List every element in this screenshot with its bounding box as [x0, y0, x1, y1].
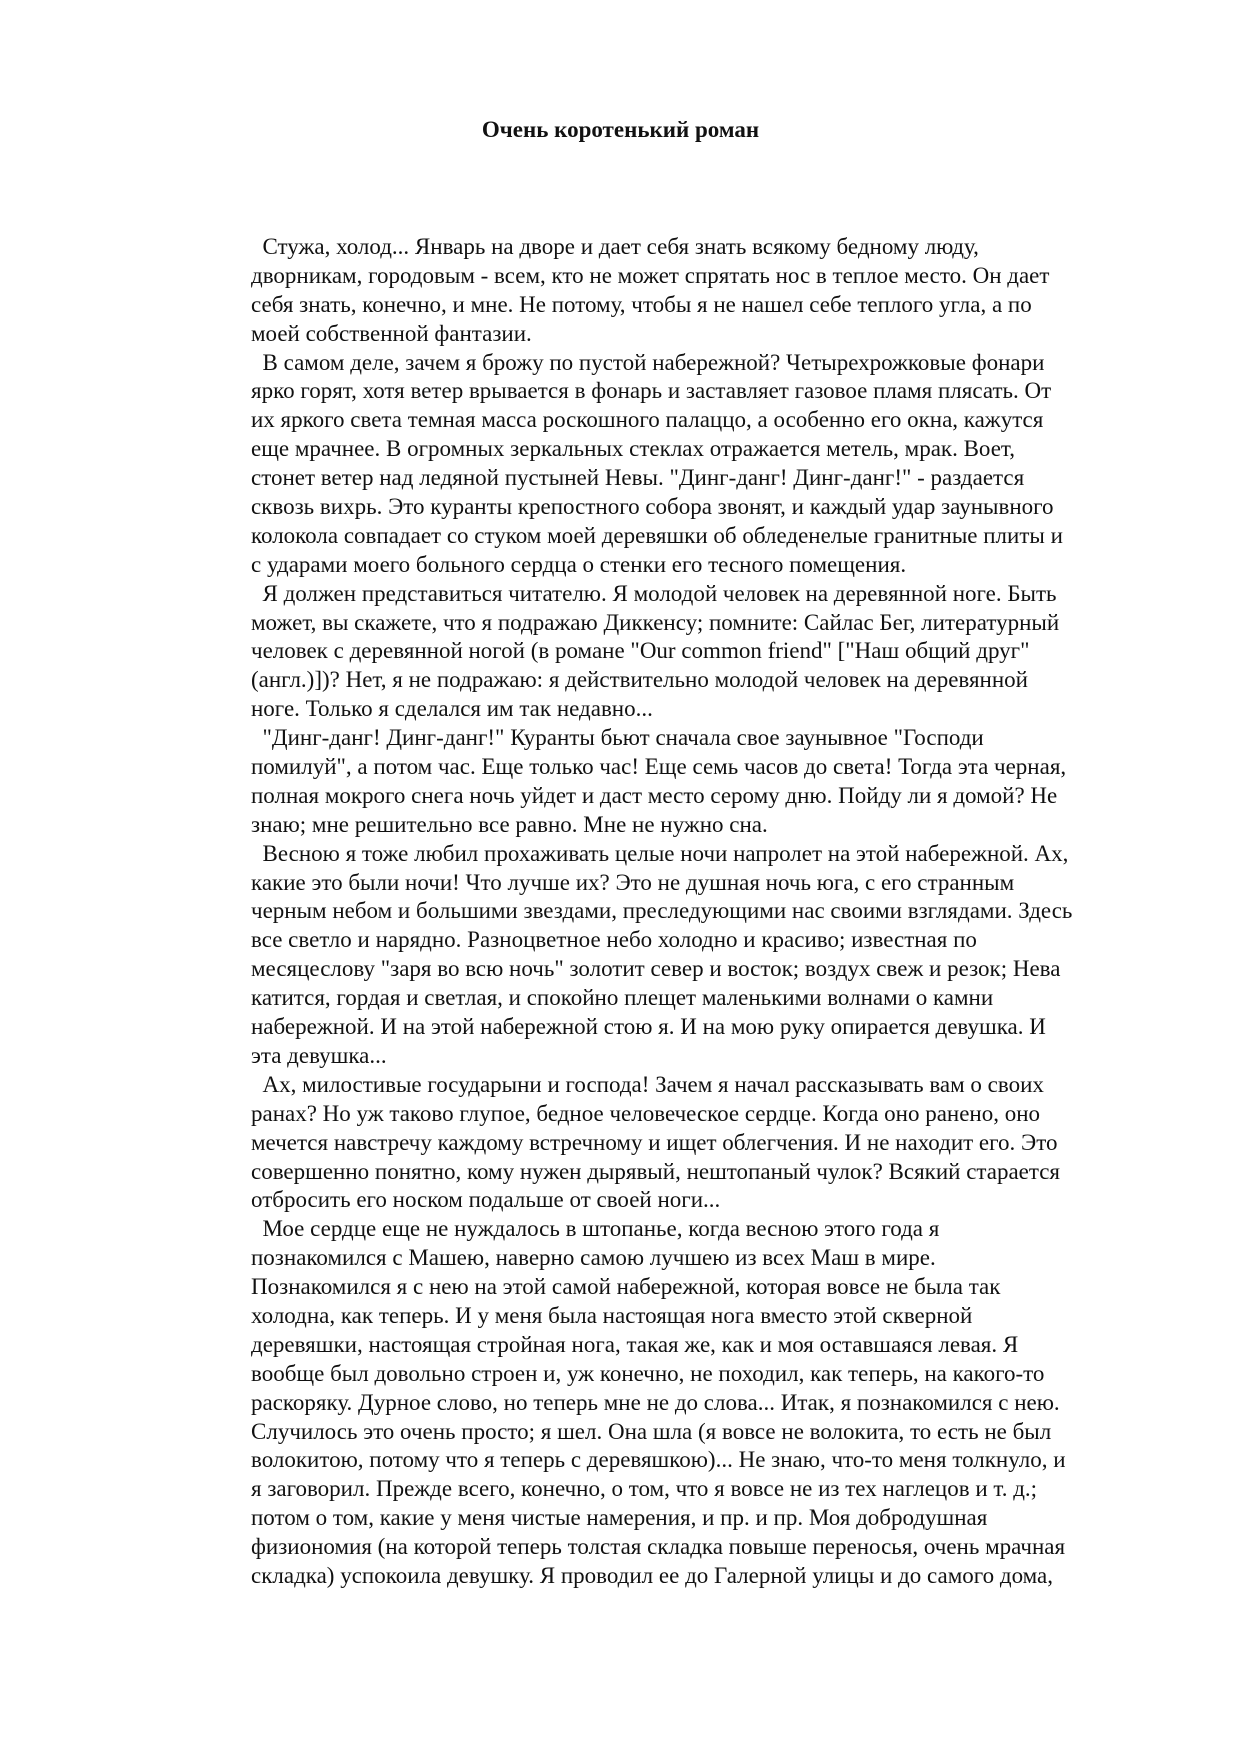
- text-line: Познакомился я с нею на этой самой набережной, которая вовсе не была так: [251, 1274, 1001, 1300]
- text-line: Стужа, холод... Январь на дворе и дает себя знать всякому бедному люду,: [251, 234, 979, 259]
- text-line: черным небом и большими звездами, преследующими нас своими взглядами. Здесь: [251, 898, 1073, 924]
- text-line: раскоряку. Дурное слово, но теперь мне не до слова... Итак, я познакомился с нею.: [251, 1389, 1060, 1415]
- text-line: полная мокрого снега ночь уйдет и даст место серому дню. Пойду ли я домой? Не: [251, 782, 1058, 808]
- text-line: дворникам, городовым - всем, кто не может спрятать нос в теплое место. Он дает: [251, 262, 1050, 288]
- text-line: стонет ветер над ледяной пустыней Невы. "Динг-данг! Динг-данг!" - раздается: [251, 465, 1025, 491]
- text-line: все светло и нарядно. Разноцветное небо холодно и красиво; известная по: [251, 927, 977, 953]
- text-line: себя знать, конечно, и мне. Не потому, чтобы я не нашел себе теплого угла, а по: [251, 291, 1032, 317]
- text-line: набережной. И на этой набережной стою я. И на мою руку опирается девушка. И: [251, 1014, 1046, 1040]
- text-line: еще мрачнее. В огромных зеркальных стеклах отражается метель, мрак. Воет,: [251, 436, 1015, 462]
- text-line: "Динг-данг! Динг-данг!" Куранты бьют сначала свое заунывное "Господи: [251, 725, 984, 751]
- text-line: физиономия (на которой теперь толстая складка повыше переносья, очень мрачная: [251, 1534, 1066, 1560]
- text-line: деревяшки, настоящая стройная нога, такая же, как и моя оставшаяся левая. Я: [251, 1331, 1019, 1357]
- text-line: эта девушка...: [251, 1042, 387, 1068]
- text-line: знаю; мне решительно все равно. Мне не нужно сна.: [251, 811, 768, 837]
- text-line: ноге. Только я сделался им так недавно...: [251, 696, 653, 722]
- page-title: Очень коротенький роман: [481, 117, 760, 142]
- text-line: складка) успокоила девушку. Я проводил ее до Галерной улицы и до самого дома,: [251, 1562, 1053, 1588]
- text-line: волокитою, потому что я теперь с деревяшкою)... Не знаю, что-то меня толкнуло, и: [251, 1447, 1066, 1473]
- text-line: Весною я тоже любил прохаживать целые ночи напролет на этой набережной. Ах,: [251, 840, 1069, 866]
- text-line: вообще был довольно строен и, уж конечно, не походил, как теперь, на какого-то: [251, 1360, 1045, 1386]
- text-line: я заговорил. Прежде всего, конечно, о том, что я вовсе не из тех наглецов и т. д.;: [251, 1476, 1038, 1502]
- text-line: Случилось это очень просто; я шел. Она шла (я вовсе не волокита, то есть не был: [251, 1418, 1052, 1444]
- text-line: моей собственной фантазии.: [251, 320, 532, 346]
- text-line: (англ.)])? Нет, я не подражаю: я действительно молодой человек на деревянной: [251, 667, 1028, 693]
- text-line: ранах? Но уж таково глупое, бедное человеческое сердце. Когда оно ранено, оно: [251, 1100, 1041, 1126]
- text-line: может, вы скажете, что я подражаю Диккенсу; помните: Сайлас Бег, литературный: [251, 609, 1060, 635]
- text-line: месяцеслову "заря во всю ночь" золотит север и восток; воздух свеж и резок; Нева: [251, 956, 1061, 982]
- text-line: сквозь вихрь. Это куранты крепостного собора звонят, и каждый удар заунывного: [251, 494, 1054, 520]
- text-line: человек с деревянной ногой (в романе "Our common friend" ["Наш общий друг": [251, 638, 1030, 664]
- text-line: отбросить его носком подальше от своей ноги...: [251, 1187, 721, 1213]
- text-line: помилуй", а потом час. Еще только час! Еще семь часов до света! Тогда эта черная,: [251, 754, 1067, 780]
- text-line: колокола совпадает со стуком моей деревяшки об обледенелые гранитные плиты и: [251, 522, 1063, 548]
- text-line: ярко горят, хотя ветер врывается в фонарь и заставляет газовое пламя плясать. От: [251, 378, 1052, 404]
- text-line: В самом деле, зачем я брожу по пустой набережной? Четырехрожковые фонари: [251, 349, 1045, 375]
- text-line: Мое сердце еще не нуждалось в штопанье, когда весною этого года я: [251, 1216, 940, 1242]
- text-line: совершенно понятно, кому нужен дырявый, нештопаный чулок? Всякий старается: [251, 1158, 1061, 1184]
- text-line: какие это были ночи! Что лучше их? Это не душная ночь юга, с его странным: [251, 869, 1015, 895]
- text-line: потом о том, какие у меня чистые намерения, и пр. и пр. Моя добродушная: [251, 1505, 988, 1531]
- text-line: катится, гордая и светлая, и спокойно плещет маленькими волнами о камни: [251, 985, 994, 1011]
- text-line: с ударами моего больного сердца о стенки его тесного помещения.: [251, 551, 907, 577]
- text-line: их яркого света темная масса роскошного палаццо, а особенно его окна, кажутся: [251, 407, 1044, 433]
- text-line: Ах, милостивые государыни и господа! Зачем я начал рассказывать вам о своих: [251, 1071, 1044, 1097]
- text-line: мечется навстречу каждому встречному и ищет облегчения. И не находит его. Это: [251, 1129, 1058, 1155]
- text-line: холодна, как теперь. И у меня была настоящая нога вместо этой скверной: [251, 1302, 973, 1328]
- text-line: познакомился с Машею, наверно самою лучшею из всех Маш в мире.: [251, 1245, 936, 1271]
- story-text: [251, 233, 1151, 1591]
- text-line: Я должен представиться читателю. Я молодой человек на деревянной ноге. Быть: [251, 580, 1057, 606]
